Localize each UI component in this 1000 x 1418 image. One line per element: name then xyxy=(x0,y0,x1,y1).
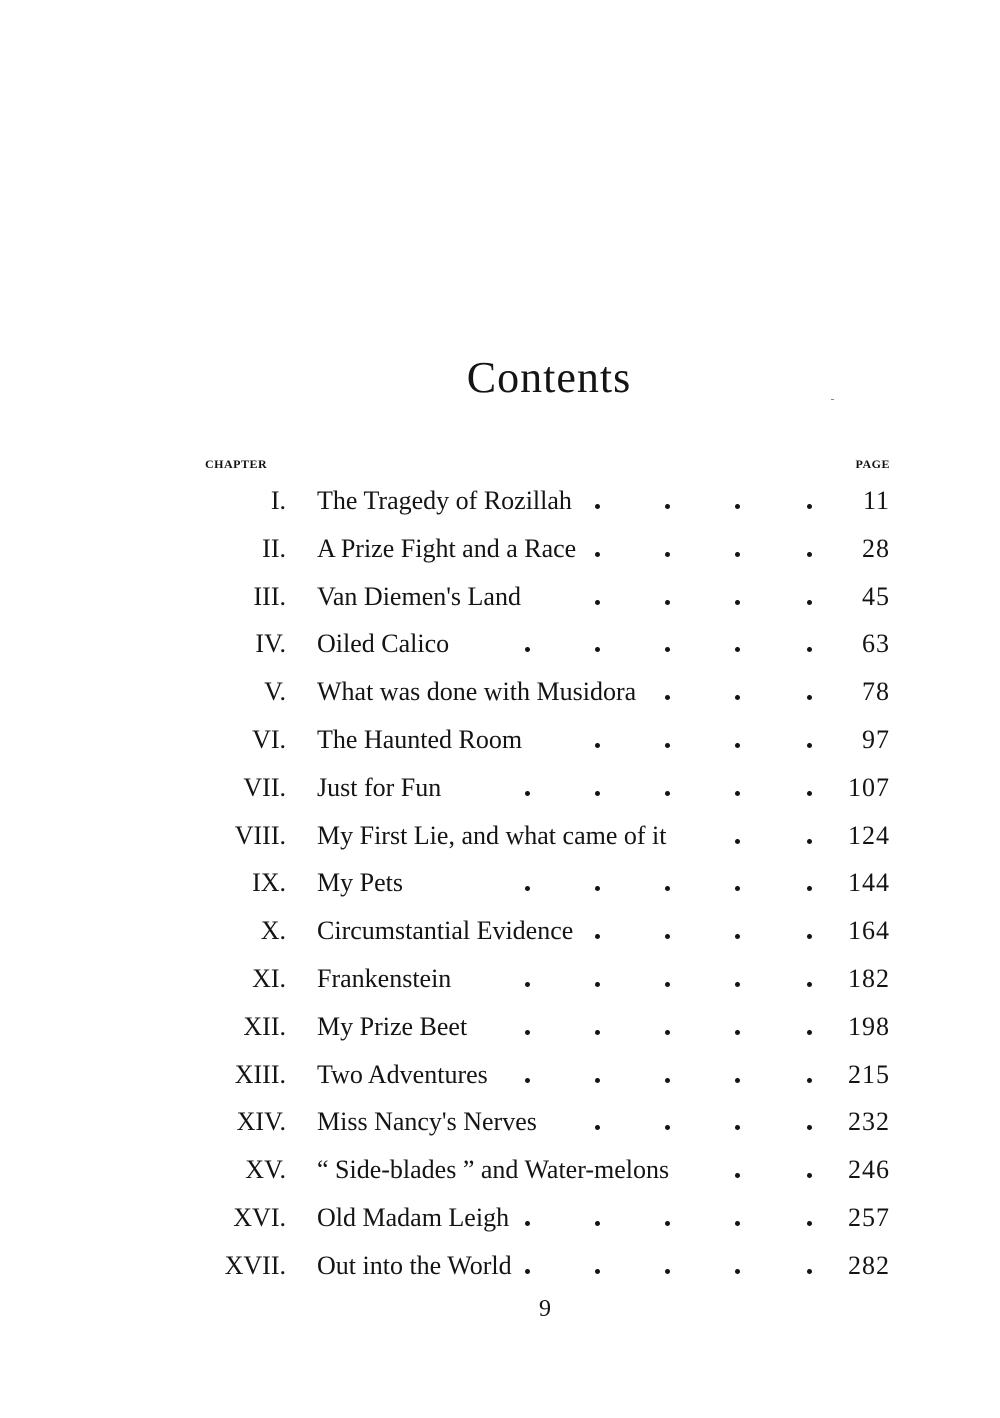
chapter-title: Old Madam Leigh xyxy=(317,1194,513,1242)
leader-dot xyxy=(665,934,670,939)
leader-dot xyxy=(735,791,740,796)
toc-row xyxy=(0,812,1000,860)
chapter-title: A Prize Fight and a Race xyxy=(317,525,580,573)
chapter-number: III. xyxy=(253,581,286,611)
leader-dot xyxy=(735,600,740,605)
chapter-title: Miss Nancy's Nerves xyxy=(317,1098,541,1146)
leader-dot xyxy=(665,504,670,509)
chapter-page: 198 xyxy=(848,1011,890,1041)
toc-row xyxy=(0,1003,1000,1051)
leader-dot xyxy=(735,1078,740,1083)
leader-dot xyxy=(595,552,600,557)
leader-dot xyxy=(735,886,740,891)
leader-dot xyxy=(807,1030,812,1035)
chapter-title: Just for Fun xyxy=(317,764,445,812)
leader-dot xyxy=(807,504,812,509)
leader-dot xyxy=(665,1269,670,1274)
chapter-number: VI. xyxy=(252,724,286,754)
chapter-title: The Haunted Room xyxy=(317,716,526,764)
toc-row xyxy=(0,477,1000,525)
toc-row xyxy=(0,1098,1000,1146)
leader-dot xyxy=(807,886,812,891)
leader-dot xyxy=(595,982,600,987)
chapter-number: XIII. xyxy=(234,1059,286,1089)
leader-dot xyxy=(665,600,670,605)
chapter-page: 97 xyxy=(862,724,890,754)
leader-dot xyxy=(735,695,740,700)
chapter-page: 164 xyxy=(848,916,890,946)
toc-row xyxy=(0,716,1000,764)
leader-dot xyxy=(665,1221,670,1226)
leader-dot xyxy=(735,1030,740,1035)
toc-row xyxy=(0,1194,1000,1242)
page-title: Contents xyxy=(466,353,632,402)
leader-dot xyxy=(735,1125,740,1130)
leader-dot xyxy=(735,743,740,748)
chapter-title: Two Adventures xyxy=(317,1051,492,1099)
leader-dot xyxy=(807,791,812,796)
chapter-page: 182 xyxy=(848,963,890,993)
chapter-title: My First Lie, and what came of it xyxy=(317,812,670,860)
leader-dot xyxy=(595,600,600,605)
leader-dot xyxy=(735,504,740,509)
leader-dot xyxy=(807,552,812,557)
chapter-number: VII. xyxy=(243,772,286,802)
chapter-page: 232 xyxy=(848,1107,890,1137)
leader-dot xyxy=(735,1221,740,1226)
chapter-title: Frankenstein xyxy=(317,955,455,1003)
leader-dot xyxy=(665,695,670,700)
chapter-page: 215 xyxy=(848,1059,890,1089)
leader-dot xyxy=(525,1030,530,1035)
leader-dot xyxy=(525,982,530,987)
leader-dot xyxy=(807,839,812,844)
chapter-page: 282 xyxy=(848,1250,890,1280)
chapter-page: 63 xyxy=(862,629,890,659)
chapter-title: What was done with Musidora xyxy=(317,668,640,716)
chapter-title: Van Diemen's Land xyxy=(317,573,525,621)
leader-dot xyxy=(735,552,740,557)
leader-dot xyxy=(595,1030,600,1035)
toc-row xyxy=(0,859,1000,907)
chapter-column-header: CHAPTER xyxy=(205,457,268,471)
toc-row xyxy=(0,1146,1000,1194)
toc-row xyxy=(0,955,1000,1003)
leader-dot xyxy=(735,982,740,987)
leader-dot xyxy=(665,1078,670,1083)
chapter-number: XI. xyxy=(252,963,286,993)
leader-dot xyxy=(525,791,530,796)
leader-dot xyxy=(807,934,812,939)
chapter-title: Oiled Calico xyxy=(317,620,453,668)
toc-row xyxy=(0,764,1000,812)
toc-row xyxy=(0,668,1000,716)
chapter-title: My Pets xyxy=(317,859,407,907)
leader-dot xyxy=(595,1221,600,1226)
chapter-number: XV. xyxy=(245,1155,286,1185)
leader-dot xyxy=(525,1078,530,1083)
chapter-page: 257 xyxy=(848,1202,890,1232)
chapter-page: 11 xyxy=(862,486,890,515)
chapter-number: I. xyxy=(270,486,286,515)
chapter-page: 45 xyxy=(862,581,890,611)
leader-dot xyxy=(595,886,600,891)
leader-dot xyxy=(807,600,812,605)
leader-dot xyxy=(735,839,740,844)
leader-dot xyxy=(595,934,600,939)
table-of-contents xyxy=(0,477,1000,1290)
leader-dot xyxy=(807,982,812,987)
chapter-number: VIII. xyxy=(234,820,286,850)
leader-dot xyxy=(807,1125,812,1130)
leader-dot xyxy=(807,1221,812,1226)
toc-row xyxy=(0,1051,1000,1099)
leader-dot xyxy=(665,791,670,796)
leader-dot xyxy=(665,982,670,987)
print-speck xyxy=(831,399,834,400)
leader-dot xyxy=(665,1125,670,1130)
leader-dot xyxy=(595,1078,600,1083)
chapter-title: Circumstantial Evidence xyxy=(317,907,577,955)
leader-dot xyxy=(665,1030,670,1035)
leader-dot xyxy=(595,1125,600,1130)
toc-row xyxy=(0,525,1000,573)
leader-dot xyxy=(807,1173,812,1178)
chapter-number: IV. xyxy=(255,629,286,659)
leader-dot xyxy=(807,647,812,652)
leader-dot xyxy=(665,743,670,748)
leader-dot xyxy=(807,695,812,700)
leader-dot xyxy=(735,934,740,939)
leader-dot xyxy=(665,886,670,891)
chapter-number: XVII. xyxy=(224,1250,286,1280)
page-number: 9 xyxy=(539,1296,551,1322)
toc-row xyxy=(0,573,1000,621)
leader-dot xyxy=(735,647,740,652)
page-column-header: PAGE xyxy=(855,457,890,471)
chapter-number: XIV. xyxy=(236,1107,286,1137)
chapter-title: The Tragedy of Rozillah xyxy=(317,477,576,525)
chapter-page: 78 xyxy=(862,677,890,707)
leader-dot xyxy=(525,1221,530,1226)
chapter-title: Out into the World xyxy=(317,1242,516,1290)
chapter-number: XVI. xyxy=(233,1202,286,1232)
toc-row xyxy=(0,1242,1000,1290)
chapter-page: 124 xyxy=(848,820,890,850)
leader-dot xyxy=(595,743,600,748)
leader-dot xyxy=(735,1269,740,1274)
chapter-number: IX. xyxy=(252,868,286,898)
chapter-title: My Prize Beet xyxy=(317,1003,471,1051)
chapter-page: 107 xyxy=(848,772,890,802)
leader-dot xyxy=(525,1269,530,1274)
leader-dot xyxy=(807,1269,812,1274)
leader-dot xyxy=(525,647,530,652)
leader-dot xyxy=(595,791,600,796)
chapter-number: X. xyxy=(260,916,286,946)
chapter-number: XII. xyxy=(243,1011,286,1041)
chapter-number: V. xyxy=(264,677,286,707)
toc-row xyxy=(0,907,1000,955)
chapter-page: 144 xyxy=(848,868,890,898)
leader-dot xyxy=(665,552,670,557)
leader-dot xyxy=(595,504,600,509)
chapter-title: “ Side-blades ” and Water-melons xyxy=(317,1146,673,1194)
chapter-page: 28 xyxy=(862,533,890,563)
chapter-page: 246 xyxy=(848,1155,890,1185)
leader-dot xyxy=(595,647,600,652)
chapter-number: II. xyxy=(262,533,286,563)
leader-dot xyxy=(735,1173,740,1178)
leader-dot xyxy=(525,886,530,891)
leader-dot xyxy=(807,1078,812,1083)
leader-dot xyxy=(807,743,812,748)
leader-dot xyxy=(665,647,670,652)
toc-row xyxy=(0,620,1000,668)
leader-dot xyxy=(595,1269,600,1274)
